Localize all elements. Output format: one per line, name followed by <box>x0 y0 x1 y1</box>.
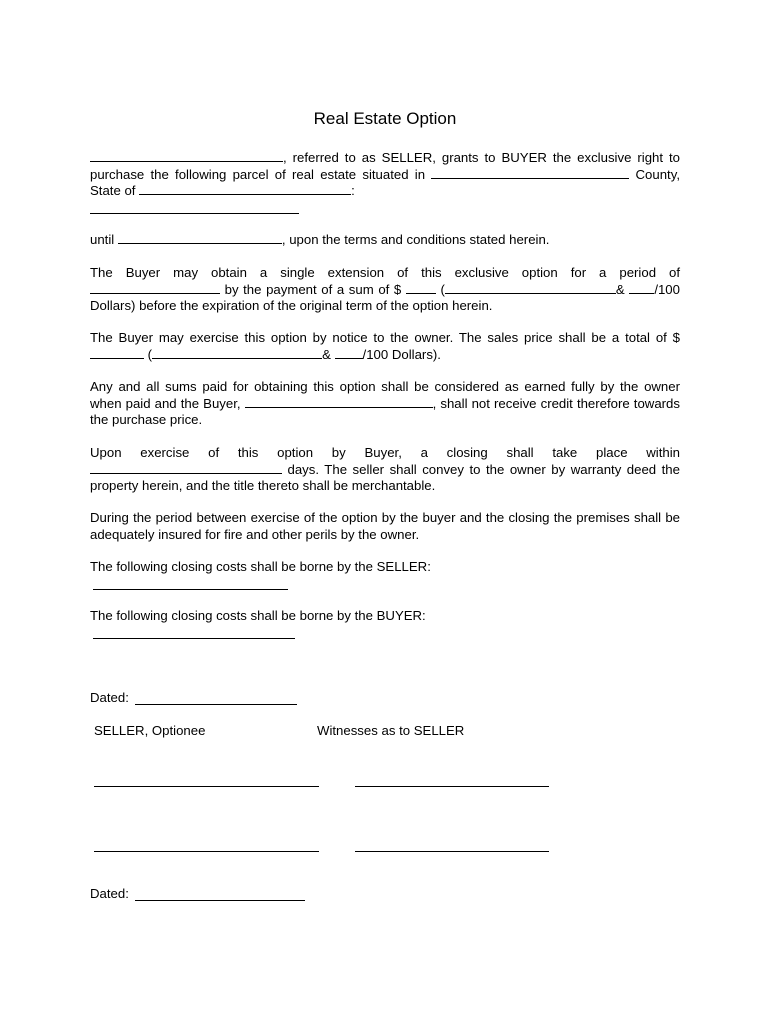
extension-amount-blank[interactable] <box>406 282 436 294</box>
paragraph-sales-price: The Buyer may exercise this option by notice to the owner. The sales price shall be a total of $ ( & /100 Dollars). <box>90 330 680 362</box>
seller-closing-costs-label: The following closing costs shall be borne by the SELLER: <box>90 559 431 574</box>
seller-optionee-label: SELLER, Optionee <box>94 723 206 738</box>
sales-price-cents-blank[interactable] <box>335 347 363 359</box>
paragraph-grant: , referred to as SELLER, grants to BUYER the exclusive right to purchase the following parcel of real estate situated in County, State of : <box>90 150 680 198</box>
extension-period-blank[interactable] <box>90 282 220 294</box>
sales-price-words-blank[interactable] <box>152 347 322 359</box>
paragraph-until: until , upon the terms and conditions stated herein. <box>90 232 550 247</box>
dated-blank-2[interactable] <box>135 900 305 901</box>
state-blank[interactable] <box>139 183 351 195</box>
extension-cents-blank[interactable] <box>629 282 654 294</box>
dated-label-2: Dated: <box>90 886 129 901</box>
buyer-name-blank[interactable] <box>245 396 433 408</box>
paragraph-closing: Upon exercise of this option by Buyer, a closing shall take place within days. The seller shall convey to the owner by warranty deed the property herein, and the title thereto shall be merchantable. <box>90 445 680 493</box>
document-title: Real Estate Option <box>313 109 457 128</box>
seller-name-blank[interactable] <box>90 150 283 162</box>
until-date-blank[interactable] <box>118 232 282 244</box>
seller-signature-line-2[interactable] <box>94 851 319 852</box>
property-description-blank[interactable] <box>90 213 299 214</box>
seller-closing-costs-blank[interactable] <box>93 589 288 590</box>
witnesses-label: Witnesses as to SELLER <box>317 723 465 738</box>
buyer-closing-costs-label: The following closing costs shall be borne by the BUYER: <box>90 608 426 623</box>
extension-amount-words-blank[interactable] <box>445 282 616 294</box>
closing-days-blank[interactable] <box>90 462 282 474</box>
buyer-closing-costs-blank[interactable] <box>93 638 295 639</box>
sales-price-blank[interactable] <box>90 347 144 359</box>
county-blank[interactable] <box>431 167 629 179</box>
dated-blank[interactable] <box>135 704 297 705</box>
seller-signature-line-1[interactable] <box>94 786 319 787</box>
dated-label: Dated: <box>90 690 129 705</box>
paragraph-extension: The Buyer may obtain a single extension of this exclusive option for a period of by the payment of a sum of $ ( & /100 Dollars) before the expiration of the original term of the option herein. <box>90 265 680 313</box>
paragraph-sums-paid: Any and all sums paid for obtaining this option shall be considered as earned fully by the owner when paid and the Buyer, , shall not receive credit therefore towards the purchase price. <box>90 379 680 427</box>
witness-signature-line-2[interactable] <box>355 851 549 852</box>
paragraph-insurance: During the period between exercise of the option by the buyer and the closing the premises shall be adequately insured for fire and other perils by the owner. <box>90 510 680 542</box>
witness-signature-line-1[interactable] <box>355 786 549 787</box>
